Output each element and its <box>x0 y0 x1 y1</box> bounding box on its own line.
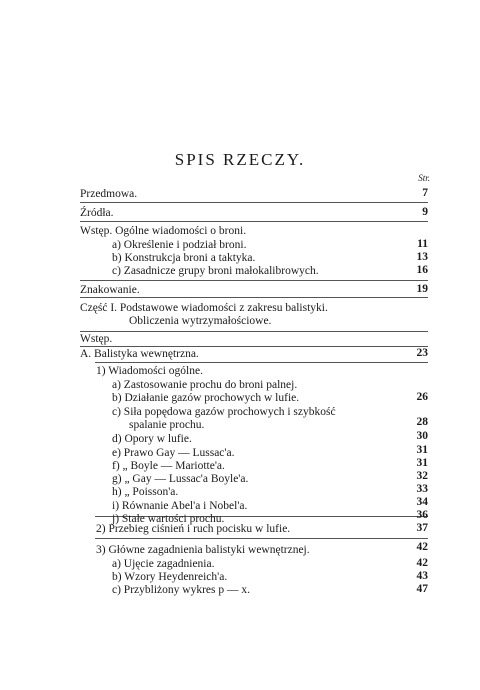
toc-entry: d) Opory w lufie. <box>112 433 192 445</box>
toc-page-number: 7 <box>422 187 428 199</box>
divider <box>80 221 428 222</box>
toc-entry: Obliczenia wytrzymałościowe. <box>129 315 272 327</box>
toc-page-number: 26 <box>416 391 428 403</box>
toc-page-number: 42 <box>416 557 428 569</box>
page-title: SPIS RZECZY. <box>174 150 306 169</box>
divider <box>95 362 428 363</box>
toc-entry: 2) Przebieg ciśnień i ruch pocisku w lufie. <box>96 523 291 535</box>
toc-entry: Przedmowa. <box>80 188 138 200</box>
toc-entry: a) Zastosowanie prochu do broni palnej. <box>112 379 298 391</box>
toc-entry: Źródła. <box>80 207 114 219</box>
toc-entry: 3) Główne zagadnienia balistyki wewnętrznej. <box>96 544 310 556</box>
divider <box>80 297 428 298</box>
toc-entry: a) Ujęcie zagadnienia. <box>112 558 215 570</box>
toc-entry: a) Określenie i podział broni. <box>112 239 247 251</box>
toc-entry: i) Równanie Abel'a i Nobel'a. <box>112 500 248 512</box>
toc-page-number: 11 <box>417 238 428 250</box>
toc-entry: c) Przybliżony wykres p — x. <box>112 584 250 596</box>
toc-entry: 1) Wiadomości ogólne. <box>96 365 203 377</box>
toc-entry: b) Konstrukcja broni a taktyka. <box>112 252 256 264</box>
toc-entry: g) „ Gay — Lussac'a Boyle'a. <box>112 473 249 485</box>
toc-page-number: 32 <box>416 470 428 482</box>
toc-page-number: 47 <box>416 583 428 595</box>
toc-page-number: 23 <box>416 347 428 359</box>
toc-page-number: 30 <box>416 430 428 442</box>
page-column-label: Str. <box>418 173 430 183</box>
toc-page-number: 9 <box>422 206 428 218</box>
toc-page-number: 31 <box>416 457 428 469</box>
divider <box>80 280 428 281</box>
toc-entry: f) „ Boyle — Mariotte'a. <box>112 460 225 472</box>
toc-entry: Znakowanie. <box>80 284 140 296</box>
toc-page-number: 43 <box>416 570 428 582</box>
toc-entry: h) „ Poisson'a. <box>112 486 179 498</box>
toc-entry: A. Balistyka wewnętrzna. <box>80 348 199 360</box>
toc-entry: c) Siła popędowa gazów prochowych i szybkość <box>112 406 336 418</box>
divider <box>80 331 428 332</box>
divider <box>95 538 428 539</box>
toc-entry: b) Wzory Heydenreich'a. <box>112 571 228 583</box>
toc-page-number: 13 <box>416 251 428 263</box>
toc-page-number: 33 <box>416 483 428 495</box>
toc-page-number: 36 <box>416 509 428 521</box>
toc-entry: spalanie prochu. <box>129 419 205 431</box>
toc-entry: b) Działanie gazów prochowych w lufie. <box>112 392 300 404</box>
toc-page-number: 16 <box>416 264 428 276</box>
toc-entry: e) Prawo Gay — Lussac'a. <box>112 447 235 459</box>
toc-entry: j) Stałe wartości prochu. <box>112 513 225 525</box>
toc-page-number: 34 <box>416 496 428 508</box>
toc-entry: c) Zasadnicze grupy broni małokalibrowych. <box>112 265 319 277</box>
toc-page-number: 28 <box>416 416 428 428</box>
toc-page-number: 31 <box>416 444 428 456</box>
toc-entry: Część I. Podstawowe wiadomości z zakresu balistyki. <box>80 302 328 314</box>
toc-page-number: 37 <box>416 522 428 534</box>
toc-entry: Wstęp. <box>80 333 113 345</box>
toc-page-number: 19 <box>416 283 428 295</box>
toc-page-number: 42 <box>416 541 428 553</box>
divider <box>80 202 428 203</box>
toc-entry: Wstęp. Ogólne wiadomości o broni. <box>80 225 247 237</box>
